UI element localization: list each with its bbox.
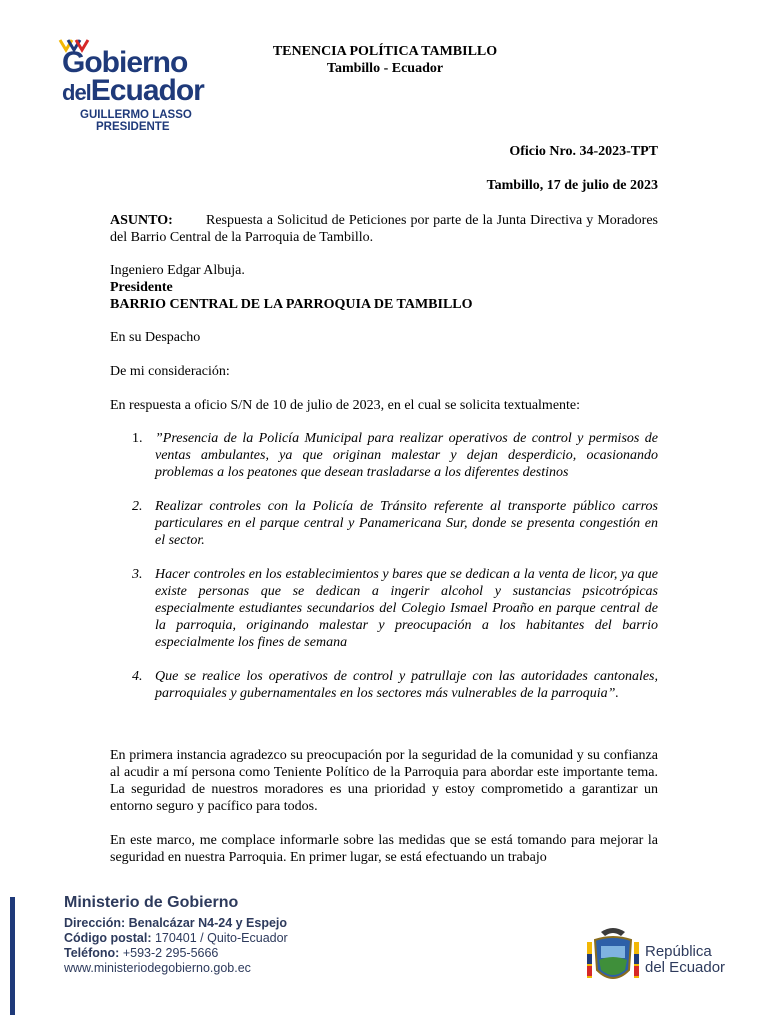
footer-website: www.ministeriodegobierno.gob.ec: [64, 961, 251, 975]
list-item-number: 1.: [132, 431, 143, 446]
intro-paragraph: En respuesta a oficio S/N de 10 de julio de 2023, en el cual se solicita textualmente:: [110, 398, 581, 413]
list-item: [110, 668, 658, 702]
list-item-number: 2.: [132, 499, 143, 514]
asunto-block: [110, 212, 658, 246]
republica-label: República del Ecuador: [645, 943, 726, 976]
coat-of-arms-icon: [583, 924, 643, 990]
recipient-block: [110, 262, 658, 313]
logo-president-title: PRESIDENTE: [96, 121, 170, 133]
list-item: [110, 430, 658, 481]
header-subtitle: Tambillo - Ecuador: [326, 61, 444, 76]
recipient-org: BARRIO CENTRAL DE LA PARROQUIA DE TAMBILLO: [110, 297, 473, 312]
list-item: [110, 498, 658, 549]
footer-address: Dirección: Benalcázar N4-24 y Espejo: [64, 916, 288, 930]
list-item: [110, 566, 658, 651]
despacho-line: En su Despacho: [110, 330, 201, 345]
list-item-number: 3.: [132, 567, 143, 582]
list-item-text: ”Presencia de la Policía Municipal para realizar operativos de control y permisos de ventas ambulantes, ya que originan malestar y dejan desperdicio, ocasionando problemas a los peatones que desean trasladarse a los diferentes destinos: [155, 431, 658, 480]
logo-line-gobierno: Gobierno: [62, 46, 188, 79]
oficio-number: Oficio Nro. 34-2023-TPT: [509, 144, 658, 159]
logo-line-ecuador: delEcuador: [62, 74, 204, 107]
request-list: [110, 430, 658, 719]
list-item-text: Hacer controles en los establecimientos y bares que se dedican a la venta de licor, ya que existe personas que se dedican a ingerir alcohol y sustancias psicotrópicas especialmente estudiantes secundarios del Colegio Ismael Proaño en parque central de la parroquia, originando malestar y preocupación a los habitantes del barrio especialmente los fines de semana: [155, 567, 658, 650]
footer-contact: [64, 893, 288, 976]
asunto-label: ASUNTO:: [110, 213, 173, 228]
footer-phone: Teléfono: +593-2 295-5666: [64, 946, 219, 960]
header-title: TENENCIA POLÍTICA TAMBILLO: [272, 44, 498, 59]
footer-accent-bar: [10, 897, 15, 1015]
gobierno-logo: [58, 36, 218, 131]
salutation: De mi consideración:: [110, 364, 230, 379]
recipient-role: Presidente: [110, 280, 173, 295]
letter-header: [225, 43, 545, 77]
footer-postal: Código postal: 170401 / Quito-Ecuador: [64, 931, 288, 945]
asunto-text: Respuesta a Solicitud de Peticiones por parte de la Junta Directiva y Moradores del Barrio Central de la Parroquia de Tambillo.: [110, 213, 658, 245]
body-paragraph-1: En primera instancia agradezco su preocupación por la seguridad de la comunidad y su confianza al acudir a mí persona como Teniente Político de la Parroquia para abordar este importante tema. La seguridad de nuestros moradores es una prioridad y estoy comprometido a garantizar un entorno seguro y pacífico para todos.: [110, 748, 658, 814]
list-item-text: Realizar controles con la Policía de Tránsito referente al transporte público carros particulares en el parque central y Panamericana Sur, donde se presenta congestión en el sector.: [155, 499, 658, 548]
logo-president-name: GUILLERMO LASSO: [80, 109, 192, 121]
body-paragraph-2: En este marco, me complace informarle sobre las medidas que se está tomando para mejorar la seguridad en nuestra Parroquia. En primer lugar, se está efectuando un trabajo: [110, 833, 658, 865]
date-line: Tambillo, 17 de julio de 2023: [486, 178, 658, 193]
footer-ministry-name: Ministerio de Gobierno: [64, 894, 239, 911]
list-item-text: Que se realice los operativos de control y patrullaje con las autoridades cantonales, parroquiales y gubernamentales en los sectores más vulnerables de la parroquia”.: [155, 669, 658, 701]
recipient-name: Ingeniero Edgar Albuja.: [110, 263, 245, 278]
list-item-number: 4.: [132, 669, 143, 684]
